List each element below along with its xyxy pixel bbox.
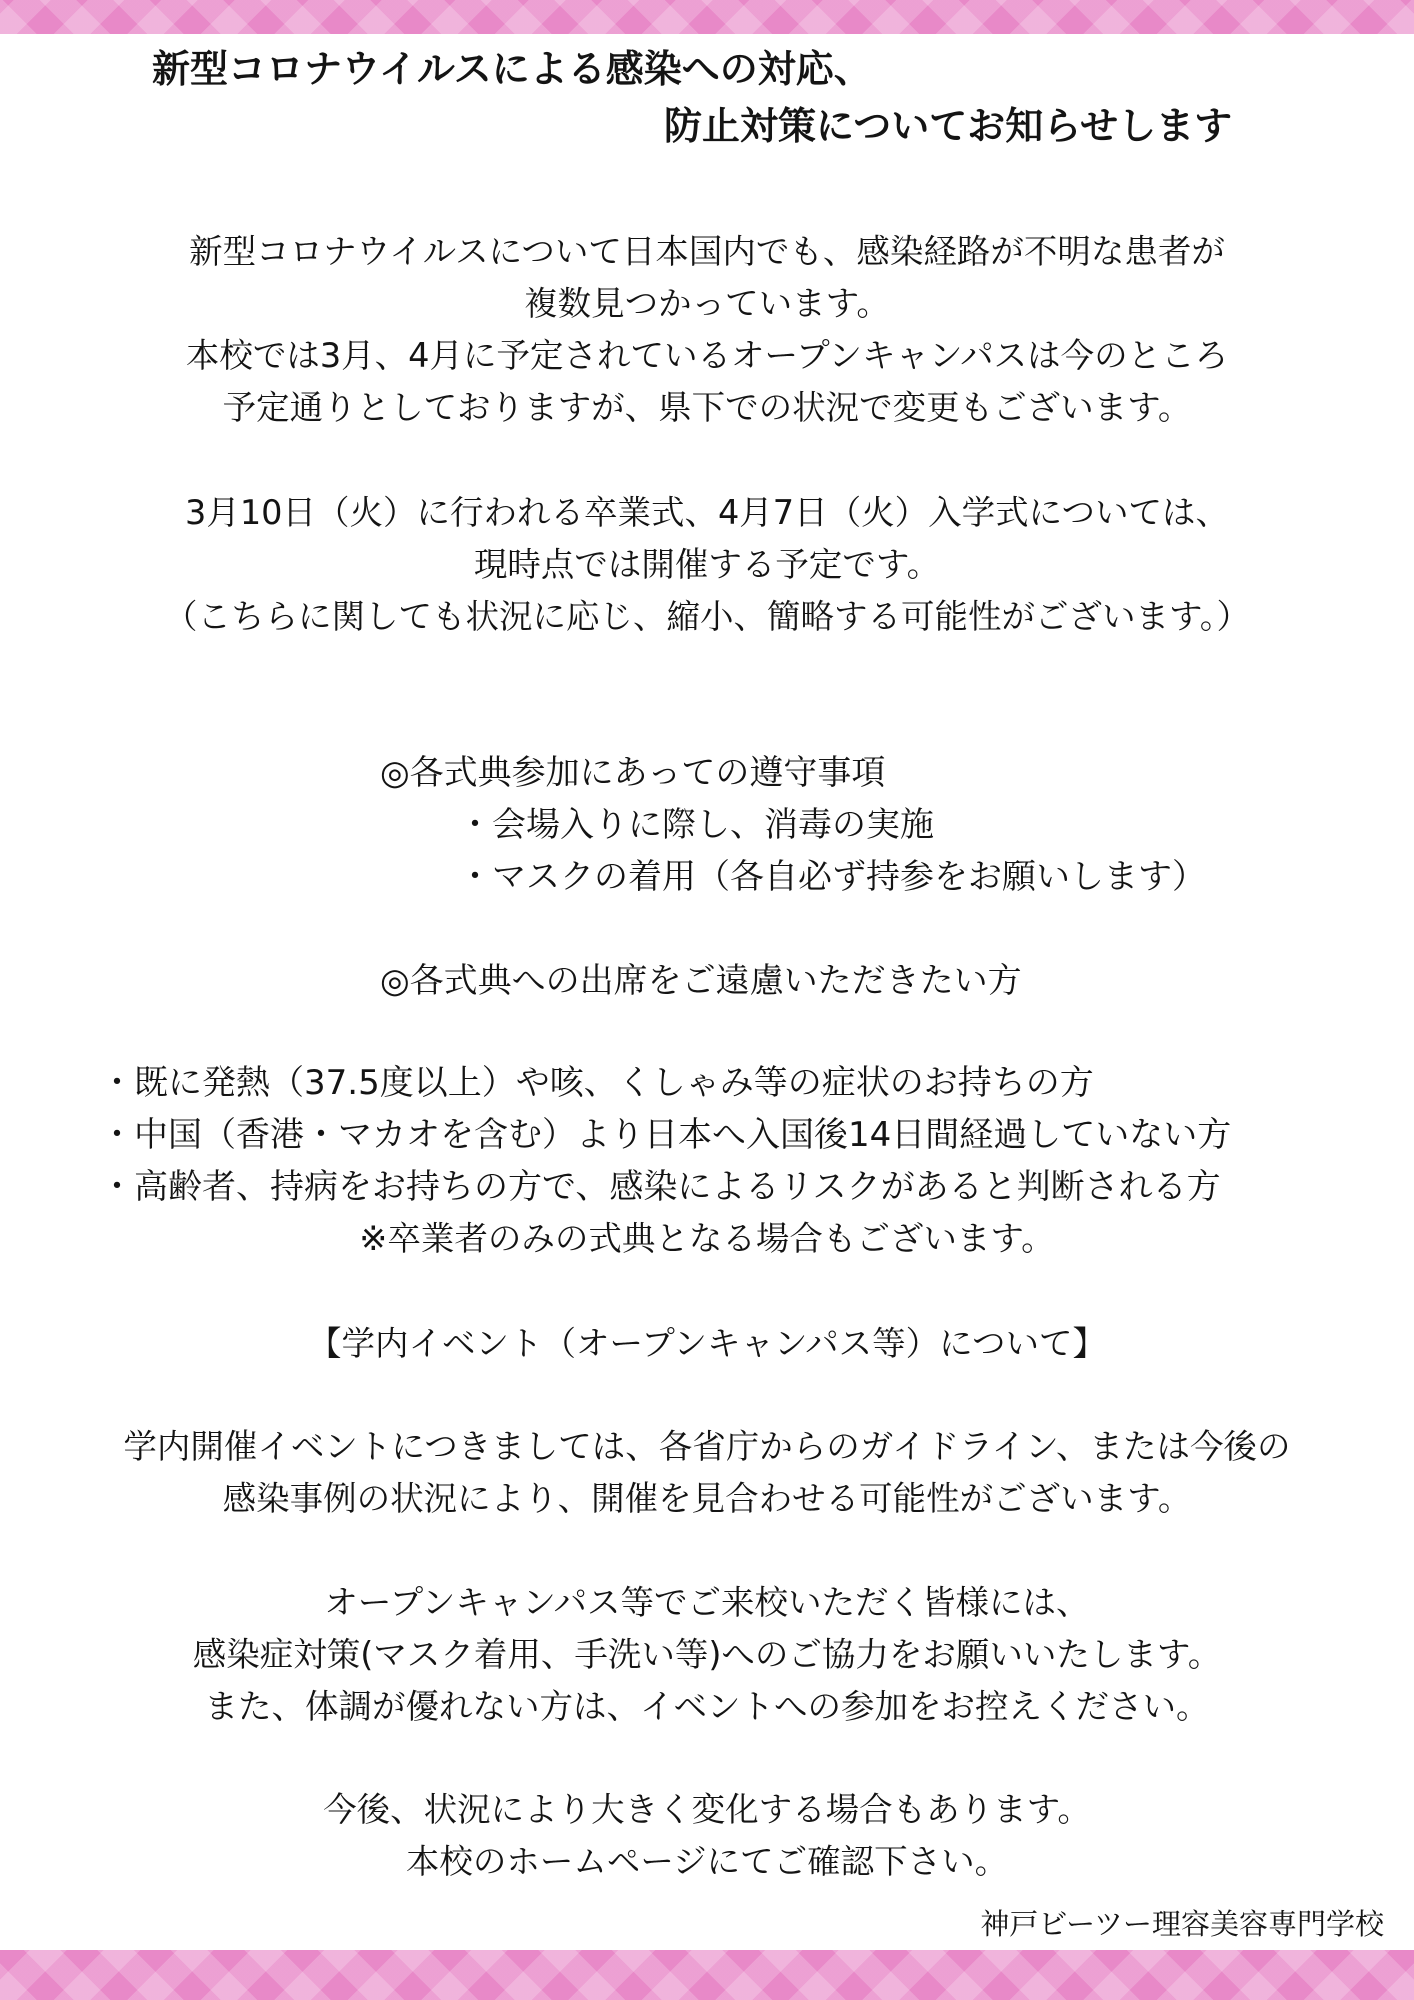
ceremony-line: （こちらに関しても状況に応じ、縮小、簡略する可能性がございます。） bbox=[163, 597, 1251, 636]
rules-item: ・会場入りに際し、消毒の実施 bbox=[458, 805, 934, 845]
visitors-line: オープンキャンパス等でご来校いただく皆様には、 bbox=[324, 1583, 1090, 1622]
visitors-line: また、体調が優れない方は、イベントへの参加をお控えください。 bbox=[204, 1687, 1210, 1726]
closing-line: 本校のホームページにてご確認下さい。 bbox=[405, 1842, 1009, 1881]
intro-line: 新型コロナウイルスについて日本国内でも、感染経路が不明な患者が bbox=[189, 232, 1225, 271]
top-decorative-band bbox=[0, 0, 1414, 34]
ceremony-line: 現時点では開催する予定です。 bbox=[473, 545, 941, 584]
absence-item: ・既に発熱（37.5度以上）や咳、くしゃみ等の症状のお持ちの方 bbox=[100, 1063, 1094, 1103]
absence-item: ・高齢者、持病をお持ちの方で、感染によるリスクがあると判断される方 bbox=[100, 1167, 1221, 1207]
events-line: 感染事例の状況により、開催を見合わせる可能性がございます。 bbox=[222, 1479, 1192, 1518]
intro-line: 複数見つかっています。 bbox=[524, 284, 890, 323]
school-signature: 神戸ビーツー理容美容専門学校 bbox=[980, 1907, 1384, 1941]
absence-item: ・中国（香港・マカオを含む）より日本へ入国後14日間経過していない方 bbox=[100, 1115, 1232, 1155]
bottom-decorative-band bbox=[0, 1950, 1414, 2000]
absence-note: ※卒業者のみの式典となる場合もございます。 bbox=[359, 1219, 1055, 1258]
intro-line: 本校では3月、4月に予定されているオープンキャンパスは今のところ bbox=[185, 336, 1229, 375]
intro-line: 予定通りとしておりますが、県下での状況で変更もございます。 bbox=[222, 388, 1192, 427]
closing-line: 今後、状況により大きく変化する場合もあります。 bbox=[323, 1790, 1091, 1829]
rules-item: ・マスクの着用（各自必ず持参をお願いします） bbox=[458, 857, 1206, 897]
events-heading: 【学内イベント（オープンキャンパス等）について】 bbox=[308, 1324, 1106, 1363]
absence-heading: ◎各式典への出席をご遠慮いただきたい方 bbox=[380, 961, 1022, 1001]
ceremony-line: 3月10日（火）に行われる卒業式、4月7日（火）入学式については、 bbox=[185, 493, 1229, 532]
title-line-1: 新型コロナウイルスによる感染への対応、 bbox=[152, 47, 872, 91]
events-line: 学内開催イベントにつきましては、各省庁からのガイドライン、または今後の bbox=[123, 1427, 1291, 1466]
title-line-2: 防止対策についてお知らせします bbox=[664, 104, 1233, 148]
visitors-line: 感染症対策(マスク着用、手洗い等)へのご協力をお願いいたします。 bbox=[192, 1635, 1222, 1674]
rules-heading: ◎各式典参加にあっての遵守事項 bbox=[380, 753, 886, 793]
